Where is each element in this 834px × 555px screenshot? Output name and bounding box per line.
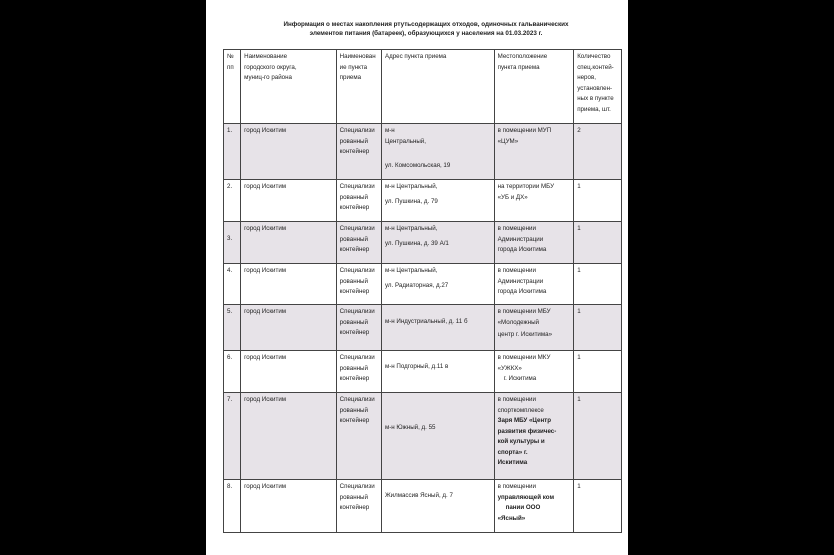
document-title (246, 20, 606, 39)
row-num: 5. (224, 305, 241, 351)
row-qty: 1 (574, 351, 622, 393)
row-num: 1. (224, 124, 241, 180)
row-place: в помещении МКУ «УЖКХ» г. Искитима (494, 351, 574, 393)
title-line-2: элементов питания (батареек), образующихся у населения на 01.03.2023 г. (309, 30, 543, 38)
row-num: 6. (224, 351, 241, 393)
row-type: Специализи рованный контейнер (336, 351, 381, 393)
table-row (224, 305, 622, 351)
row-address: Жилмассив Ясный, д. 7 (381, 480, 494, 533)
row-num: 4. (224, 264, 241, 305)
row-address: м-н Центральный, ул. Комсомольская, 19 (381, 124, 494, 180)
row-qty: 1 (574, 180, 622, 222)
table-header-row (224, 50, 622, 124)
row-address: м-н Подгорный, д.11 в (381, 351, 494, 393)
row-qty: 2 (574, 124, 622, 180)
row-city: город Искитим (241, 351, 337, 393)
row-qty: 1 (574, 222, 622, 264)
row-place: в помещении Администрации города Искитима (494, 222, 574, 264)
header-city: Наименование городского округа, муниц-го района (241, 50, 337, 124)
row-place: в помещении МУП «ЦУМ» (494, 124, 574, 180)
row-place: в помещении управляющей ком пании ООО «Ясный» (494, 480, 574, 533)
row-place: на территории МБУ «УБ и ДХ» (494, 180, 574, 222)
row-qty: 1 (574, 480, 622, 533)
row-num: 2. (224, 180, 241, 222)
table-row (224, 264, 622, 305)
header-qty: Количество спец.контей- неров, установлен- ных в пункте приема, шт. (574, 50, 622, 124)
row-qty: 1 (574, 305, 622, 351)
row-place: в помещении МБУ «Молодежный центр г. Искитима» (494, 305, 574, 351)
row-address: м-н Центральный, ул. Пушкина, д. 39 А/1 (381, 222, 494, 264)
table-row (224, 180, 622, 222)
row-num: 7. (224, 393, 241, 480)
collection-points-table (223, 49, 622, 533)
row-num: 8. (224, 480, 241, 533)
header-address: Адрес пункта приема (381, 50, 494, 124)
row-city: город Искитим (241, 480, 337, 533)
row-type: Специализи рованный контейнер (336, 305, 381, 351)
row-address: м-н Южный, д. 55 (381, 393, 494, 480)
table-row (224, 222, 622, 264)
header-place: Местоположение пункта приема (494, 50, 574, 124)
row-city: город Искитим (241, 222, 337, 264)
row-city: город Искитим (241, 180, 337, 222)
row-city: город Искитим (241, 305, 337, 351)
row-type: Специализи рованный контейнер (336, 393, 381, 480)
row-num: 3. (224, 222, 241, 264)
row-type: Специализи рованный контейнер (336, 180, 381, 222)
document-page (206, 0, 628, 555)
row-city: город Искитим (241, 264, 337, 305)
row-address: м-н Центральный, ул. Радиаторная, д.27 (381, 264, 494, 305)
row-qty: 1 (574, 393, 622, 480)
row-address: м-н Индустриальный, д. 11 б (381, 305, 494, 351)
table-row (224, 393, 622, 480)
row-type: Специализи рованный контейнер (336, 264, 381, 305)
header-num: № пп (224, 50, 241, 124)
row-type: Специализи рованный контейнер (336, 124, 381, 180)
row-type: Специализи рованный контейнер (336, 222, 381, 264)
table-row (224, 124, 622, 180)
row-qty: 1 (574, 264, 622, 305)
row-type: Специализи рованный контейнер (336, 480, 381, 533)
title-line-1: Информация о местах накопления ртутьсодержащих отходов, одиночных гальванических (283, 21, 569, 28)
row-city: город Искитим (241, 124, 337, 180)
row-place: в помещении Администрации города Искитима (494, 264, 574, 305)
header-type: Наименован ие пункта приема (336, 50, 381, 124)
row-place: в помещении спорткомплексе Заря МБУ «Центр развития физичес- кой культуры и спорта» г. Искитима (494, 393, 574, 480)
row-city: город Искитим (241, 393, 337, 480)
row-address: м-н Центральный, ул. Пушкина, д. 79 (381, 180, 494, 222)
table-row (224, 480, 622, 533)
table-row (224, 351, 622, 393)
